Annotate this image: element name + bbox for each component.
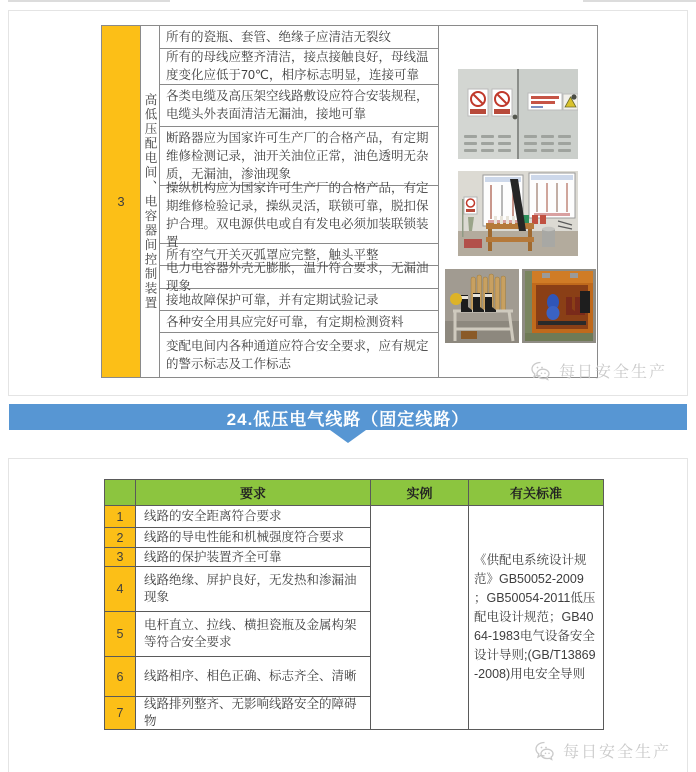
row-requirement: 线路的保护装置齐全可靠 — [136, 548, 371, 567]
photo-cabinet-doors-with-warning-signs — [458, 69, 578, 159]
requirement-row: 接地故障保护可靠，并有定期试验记录 — [160, 289, 438, 311]
requirements-table — [104, 479, 604, 730]
row-number-cell: 3 — [102, 26, 141, 377]
wechat-logo-icon — [530, 361, 554, 381]
header-requirement-cell: 要求 — [136, 480, 371, 506]
requirements-column — [160, 26, 439, 377]
requirement-row: 各类电缆及高压架空线路敷设应符合安装规程，电缆头外表面清洁无漏油，接地可靠 — [160, 85, 438, 127]
cropped-border-fragment-left — [8, 0, 170, 2]
row-requirement: 线路相序、相色正确、标志齐全、清晰 — [136, 657, 371, 697]
requirement-row: 所有空气开关灭弧罩应完整，触头平整 — [160, 244, 438, 266]
example-cell-empty — [371, 506, 469, 730]
requirement-row: 各种安全用具应完好可靠，有定期检测资料 — [160, 311, 438, 333]
row-requirement: 线路排列整齐、无影响线路安全的障碍物 — [136, 697, 371, 730]
row-requirement: 线路的导电性能和机械强度符合要求 — [136, 528, 371, 548]
cropped-border-fragment-right — [583, 0, 696, 2]
row-number: 4 — [105, 567, 136, 612]
row-requirement: 电杆直立、拉线、横担瓷瓶及金属构架等符合安全要求 — [136, 612, 371, 657]
requirement-row: 电力电容器外壳无膨胀，温升符合要求，无漏油现象 — [160, 266, 438, 289]
row-number: 7 — [105, 697, 136, 730]
row-number: 3 — [105, 548, 136, 567]
row-number: 1 — [105, 506, 136, 528]
watermark — [530, 359, 667, 382]
row-number: 5 — [105, 612, 136, 657]
row-requirement: 线路绝缘、屏护良好，无发热和渗漏油现象 — [136, 567, 371, 612]
watermark — [534, 739, 671, 762]
watermark-text: 每日安全生产 — [562, 744, 671, 761]
requirement-row: 所有的母线应整齐清洁，接点接触良好，母线温度变化应低于70℃，相序标志明显，连接可靠 — [160, 49, 438, 85]
category-cell — [141, 26, 160, 377]
photo-electrical-room-diagram-boards — [458, 171, 578, 256]
wechat-logo-icon — [534, 741, 558, 761]
section-header-bar — [9, 404, 687, 430]
header-example-cell: 实例 — [371, 480, 469, 506]
row-requirement: 线路的安全距离符合要求 — [136, 506, 371, 528]
example-photos-cell — [439, 26, 597, 377]
photo-insulating-gloves-in-orange-case — [522, 269, 596, 343]
requirement-row: 所有的瓷瓶、套管、绝缘子应清洁无裂纹 — [160, 26, 438, 49]
requirement-row: 断路器应为国家许可生产厂的合格产品，有定期维修检测记录，油开关油位正常，油色透明无杂质，无漏油，渗油现象 — [160, 127, 438, 187]
lower-table-panel — [8, 458, 688, 772]
row-number: 2 — [105, 528, 136, 548]
requirement-row: 变配电间内各种通道应符合安全要求，应有规定的警示标志及工作标志 — [166, 339, 429, 372]
category-vertical-label: 高低压配电间、电容器间控制装置 — [143, 92, 157, 311]
standards-cell: 《供配电系统设计规范》GB50052-2009 ；GB50054-2011低压配电设计规范；GB4064-1983电气设备安全设计导则;(GB/T13869-2008)用电安全导则 — [469, 506, 604, 730]
header-no-cell — [105, 480, 136, 506]
photo-insulating-boots-on-rack — [445, 269, 519, 343]
header-standard-cell: 有关标准 — [469, 480, 604, 506]
row-number: 6 — [105, 657, 136, 697]
watermark-text: 每日安全生产 — [558, 364, 667, 381]
section-title: 24.低压电气线路（固定线路） — [226, 409, 470, 429]
requirement-row: 操纵机构应为国家许可生产厂的合格产品，有定期维修检验记录，操纵灵活，联锁可靠，脱扣保护合理。双电源供电或自有发电必须加装联锁装置 — [160, 186, 438, 244]
section-pointer-triangle — [330, 430, 366, 443]
upper-table-panel — [8, 10, 688, 396]
inspection-table — [101, 25, 598, 378]
